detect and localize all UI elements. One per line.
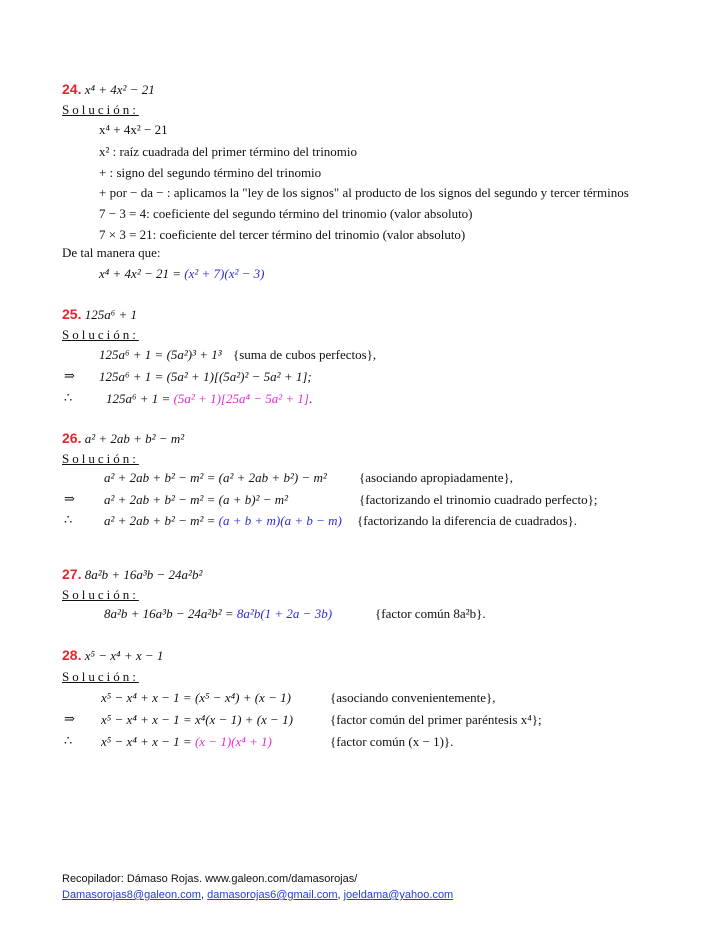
implies-symbol: ⇒ <box>64 369 75 384</box>
problem-expression: 125a⁶ + 1 <box>84 307 138 322</box>
problem-24-header <box>62 81 155 98</box>
step-note: {asociando apropiadamente}, <box>359 470 513 485</box>
step-expression: 125a⁶ + 1 = (5a²)³ + 1³ <box>99 347 222 362</box>
problem-expression: x⁴ + 4x² − 21 <box>84 82 155 97</box>
result-lhs: x⁵ − x⁴ + x − 1 = <box>101 734 195 749</box>
result-lhs: 125a⁶ + 1 = <box>106 391 174 406</box>
result-lhs: a² + 2ab + b² − m² = <box>104 513 219 528</box>
problem-number: 24. <box>62 81 82 97</box>
step-note: {factorizando la diferencia de cuadrados}. <box>357 513 578 528</box>
solution-label: Solución: <box>62 587 139 602</box>
problem-25-header <box>62 306 137 323</box>
problem-expression: x⁵ − x⁴ + x − 1 <box>84 648 164 663</box>
solution-label: Solución: <box>62 102 139 117</box>
problem-number: 25. <box>62 306 82 322</box>
step-expression: a² + 2ab + b² − m² = (a + b)² − m² <box>104 492 289 507</box>
final-result-line <box>101 734 272 750</box>
result-rhs: (5a² + 1)[25a⁴ − 5a² + 1] <box>173 391 309 406</box>
result-lhs: x⁴ + 4x² − 21 = <box>99 266 185 281</box>
therefore-symbol: ∴ <box>64 734 73 749</box>
solution-label: Solución: <box>62 327 139 342</box>
problem-number: 28. <box>62 647 82 663</box>
final-result-line <box>106 391 312 407</box>
problem-expression: 8a²b + 16a³b − 24a²b² <box>84 567 203 582</box>
result-lhs: 8a²b + 16a³b − 24a²b² = <box>104 606 237 621</box>
email-link[interactable]: damasorojas6@gmail.com <box>207 889 338 901</box>
step-note: {asociando convenientemente}, <box>330 690 496 705</box>
step-expression: a² + 2ab + b² − m² = (a² + 2ab + b²) − m² <box>104 470 327 485</box>
email-link[interactable]: joeldama@yahoo.com <box>343 889 454 901</box>
separator: , <box>337 889 344 901</box>
step-note: {factor común 8a²b}. <box>375 606 486 621</box>
step-line <box>99 347 222 363</box>
problem-number: 27. <box>62 566 82 582</box>
therefore-symbol: ∴ <box>64 513 73 528</box>
problem-27-header <box>62 566 202 583</box>
implies-symbol: ⇒ <box>64 712 75 727</box>
problem-expression: a² + 2ab + b² − m² <box>84 431 185 446</box>
step-expression: 125a⁶ + 1 = (5a² + 1)[(5a²)² − 5a² + 1]; <box>99 369 312 384</box>
result-end: . <box>309 391 313 406</box>
solution-label: Solución: <box>62 669 139 684</box>
problem-26-header <box>62 430 184 447</box>
step-note: {factor común (x − 1)}. <box>330 734 454 749</box>
problem-number: 26. <box>62 430 82 446</box>
therefore-symbol: ∴ <box>64 391 73 406</box>
final-result-line <box>99 266 264 282</box>
problem-28-header <box>62 647 163 664</box>
email-link[interactable]: Damasorojas8@galeon.com <box>62 889 201 901</box>
step-line: 7 − 3 = 4: coeficiente del segundo término del trinomio (valor absoluto) <box>99 206 473 221</box>
final-result-line <box>104 513 342 529</box>
footer-emails <box>62 888 453 902</box>
step-line: x⁴ + 4x² − 21 <box>99 122 168 137</box>
step-line: 7 × 3 = 21: coeficiente del tercer término del trinomio (valor absoluto) <box>99 227 466 242</box>
result-rhs: (x² + 7)(x² − 3) <box>184 266 265 281</box>
step-line: + por − da − : aplicamos la "ley de los signos" al producto de los signos del segundo y tercer términos <box>99 185 629 200</box>
footer-credit: Recopilador: Dámaso Rojas. www.galeon.com/damasorojas/ <box>62 873 358 885</box>
conclusion-text: De tal manera que: <box>62 245 161 260</box>
implies-symbol: ⇒ <box>64 492 75 507</box>
step-note: {suma de cubos perfectos}, <box>233 347 377 362</box>
result-rhs: 8a²b(1 + 2a − 3b) <box>236 606 333 621</box>
solution-label: Solución: <box>62 451 139 466</box>
step-expression: x⁵ − x⁴ + x − 1 = x⁴(x − 1) + (x − 1) <box>101 712 293 727</box>
step-note: {factorizando el trinomio cuadrado perfecto}; <box>359 492 598 507</box>
step-expression: x⁵ − x⁴ + x − 1 = (x⁵ − x⁴) + (x − 1) <box>101 690 291 705</box>
final-result-line <box>104 606 332 622</box>
step-line: + : signo del segundo término del trinomio <box>99 165 322 180</box>
result-rhs: (a + b + m)(a + b − m) <box>218 513 342 528</box>
step-note: {factor común del primer paréntesis x⁴}; <box>330 712 542 727</box>
step-line: x² : raíz cuadrada del primer término del trinomio <box>99 144 358 159</box>
separator: , <box>200 889 208 901</box>
result-rhs: (x − 1)(x⁴ + 1) <box>194 734 272 749</box>
